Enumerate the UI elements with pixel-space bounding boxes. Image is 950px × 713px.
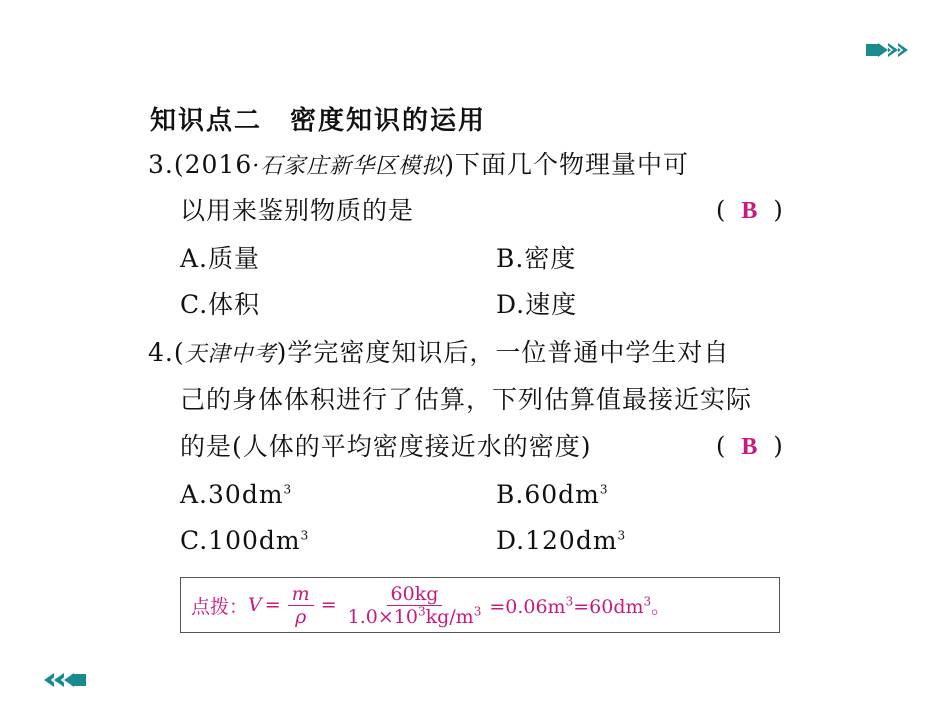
q3-line1: [148, 148, 689, 184]
q3-prefix: 3.(2016: [148, 150, 253, 179]
q4-option-d: $D.120dm^3$: [496, 526, 627, 555]
hint-label: 点拨：: [191, 595, 249, 618]
section-title: 知识点二 密度知识的运用: [150, 106, 487, 136]
q3-option-b: B.密度: [496, 244, 577, 273]
q4-stem1: )学完密度知识后，一位普通中学生对自: [276, 338, 730, 367]
fraction-mass-density: $\frac{60kg}{1.0\times 10^3kg/m^3}$: [347, 582, 482, 628]
q3-line2: 以用来鉴别物质的是: [180, 196, 415, 225]
q3-stem1: )下面几个物理量中可: [444, 150, 689, 179]
hint-box: 点拨： V = $\frac{m}{\rho}$ = $\frac{60kg}{1.0\times 10^3kg/m^3}$ $=0.06m^3=60dm^3$。: [180, 577, 780, 633]
q4-option-b: $B.60dm^3$: [496, 480, 609, 509]
q4-option-a: $A.30dm^3$: [180, 480, 293, 509]
q4-line2: 己的身体体积进行了估算，下列估算值最接近实际: [180, 385, 753, 414]
hint-result: $=0.06m^3=60dm^3$。: [489, 594, 671, 618]
q3-option-c: C.体积: [180, 290, 261, 319]
next-arrows-icon[interactable]: [866, 42, 914, 58]
q4-source: 天津中考: [184, 342, 277, 367]
q3-source: ·石家庄新华区模拟: [252, 154, 445, 179]
q4-option-c: $C.100dm^3$: [180, 526, 310, 555]
q4-line3: 的是(人体的平均密度接近水的密度): [180, 432, 592, 461]
prev-arrows-icon[interactable]: [36, 672, 86, 688]
fraction-m-rho: $\frac{m}{\rho}$: [288, 583, 314, 628]
q4-answer-box: ( B ): [716, 432, 783, 460]
q3-answer: B: [741, 198, 758, 224]
q4-prefix: 4.(: [148, 338, 185, 367]
q3-option-a: A.质量: [180, 244, 261, 273]
q3-answer-box: ( B ): [716, 196, 783, 224]
q4-line1: [148, 336, 729, 372]
q4-answer: B: [741, 434, 758, 460]
q3-option-d: D.速度: [496, 290, 578, 319]
